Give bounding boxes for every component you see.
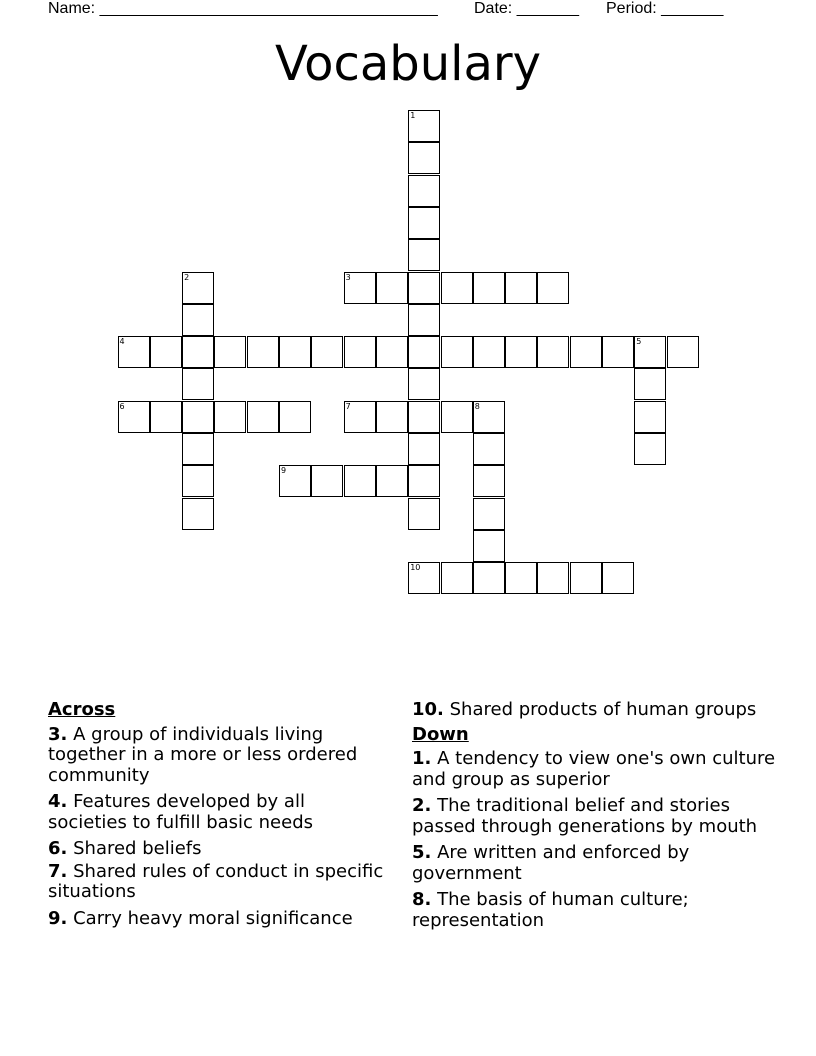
clue-number: 4. (48, 791, 68, 812)
clues-left-column (48, 700, 388, 935)
clue-number: 9. (48, 907, 68, 929)
clue-number: 7. (48, 860, 68, 882)
crossword-cell[interactable] (150, 401, 182, 433)
clue-text: Shared products of human groups (449, 699, 757, 720)
clue-text: Are written and enforced by government (412, 842, 690, 884)
clue-down-1 (412, 749, 787, 790)
crossword-cell[interactable] (634, 336, 666, 368)
crossword-cell[interactable] (408, 562, 440, 594)
crossword-cell[interactable] (473, 562, 505, 594)
crossword-cell[interactable] (473, 498, 505, 530)
crossword-cell[interactable] (408, 368, 440, 400)
crossword-cell[interactable] (408, 110, 440, 142)
clue-across-9 (48, 909, 388, 930)
clue-text: A group of individuals living together in a more or less ordered community (48, 723, 358, 786)
crossword-cell[interactable] (118, 336, 150, 368)
crossword-cell[interactable] (537, 562, 569, 594)
crossword-cell[interactable] (408, 433, 440, 465)
clue-number: 2. (412, 795, 432, 816)
cell-number: 7 (345, 401, 351, 411)
clue-down-5 (412, 843, 787, 884)
crossword-cell[interactable] (473, 433, 505, 465)
crossword-cell[interactable] (473, 401, 505, 433)
clue-down-8 (412, 890, 787, 931)
crossword-cell[interactable] (376, 272, 408, 304)
cell-number: 1 (410, 111, 416, 120)
crossword-cell[interactable] (344, 465, 376, 497)
crossword-cell[interactable] (344, 272, 376, 304)
across-heading: Across (48, 699, 116, 720)
crossword-cell[interactable] (408, 239, 440, 271)
crossword-cell[interactable] (182, 498, 214, 530)
clue-number: 6. (48, 838, 68, 859)
cell-number: 2 (184, 272, 190, 282)
cell-number: 6 (119, 401, 125, 411)
period-field[interactable]: Period: _______ (606, 0, 724, 17)
crossword-cell[interactable] (441, 336, 473, 368)
crossword-cell[interactable] (505, 272, 537, 304)
clue-down-2 (412, 796, 787, 837)
crossword-cell[interactable] (344, 401, 376, 433)
down-heading: Down (412, 723, 469, 745)
crossword-cell[interactable] (408, 401, 440, 433)
clue-text: Shared rules of conduct in specific situations (48, 860, 384, 902)
clue-text: The traditional belief and stories passed through generations by mouth (412, 795, 758, 837)
clues-right-column (412, 700, 787, 937)
crossword-cell[interactable] (634, 401, 666, 433)
crossword-cell[interactable] (311, 465, 343, 497)
crossword-cell[interactable] (441, 562, 473, 594)
clue-text: Features developed by all societies to fulfill basic needs (48, 791, 314, 833)
crossword-cell[interactable] (570, 336, 602, 368)
clue-across-3 (48, 725, 388, 787)
crossword-cell[interactable] (118, 401, 150, 433)
crossword-cell[interactable] (408, 207, 440, 239)
page-title: Vocabulary (274, 36, 542, 92)
crossword-cell[interactable] (150, 336, 182, 368)
crossword-cell[interactable] (408, 142, 440, 174)
crossword-cell[interactable] (408, 498, 440, 530)
crossword-cell[interactable] (441, 401, 473, 433)
crossword-cell[interactable] (279, 401, 311, 433)
crossword-cell[interactable] (182, 368, 214, 400)
crossword-cell[interactable] (247, 336, 279, 368)
crossword-cell[interactable] (376, 401, 408, 433)
clue-across-7 (48, 862, 388, 903)
crossword-cell[interactable] (602, 562, 634, 594)
crossword-cell[interactable] (408, 336, 440, 368)
crossword-cell[interactable] (505, 562, 537, 594)
cell-number: 3 (345, 272, 351, 282)
crossword-cell[interactable] (602, 336, 634, 368)
crossword-cell[interactable] (376, 336, 408, 368)
crossword-cell[interactable] (634, 368, 666, 400)
crossword-cell[interactable] (667, 336, 699, 368)
crossword-cell[interactable] (311, 336, 343, 368)
crossword-cell[interactable] (408, 175, 440, 207)
clue-number: 1. (412, 748, 432, 769)
crossword-cell[interactable] (473, 272, 505, 304)
clue-across-4 (48, 792, 388, 833)
clue-text: A tendency to view one's own culture and group as superior (412, 748, 776, 790)
crossword-cell[interactable] (441, 272, 473, 304)
crossword-cell[interactable] (214, 401, 246, 433)
crossword-cell[interactable] (182, 465, 214, 497)
name-field[interactable]: Name: ______________________________________ (48, 0, 438, 17)
crossword-cell[interactable] (182, 433, 214, 465)
crossword-cell[interactable] (279, 336, 311, 368)
crossword-cell[interactable] (182, 272, 214, 304)
crossword-cell[interactable] (214, 336, 246, 368)
cell-number: 9 (281, 466, 287, 476)
clue-number: 8. (412, 889, 432, 910)
crossword-cell[interactable] (182, 336, 214, 368)
crossword-cell[interactable] (408, 304, 440, 336)
crossword-cell[interactable] (279, 465, 311, 497)
crossword-cell[interactable] (376, 465, 408, 497)
crossword-cell[interactable] (247, 401, 279, 433)
clue-number: 5. (412, 842, 432, 863)
cell-number: 5 (636, 337, 642, 347)
crossword-cell[interactable] (408, 272, 440, 304)
crossword-cell[interactable] (570, 562, 602, 594)
crossword-cell[interactable] (473, 465, 505, 497)
crossword-cell[interactable] (408, 465, 440, 497)
clue-text: The basis of human culture; representation (412, 889, 689, 931)
clue-text: Shared beliefs (73, 838, 202, 859)
cell-number: 10 (410, 563, 421, 573)
crossword-cell[interactable] (537, 336, 569, 368)
clue-number: 10. (412, 699, 444, 720)
crossword-cell[interactable] (537, 272, 569, 304)
clue-text: Carry heavy moral significance (73, 907, 353, 929)
clue-across-6 (48, 839, 388, 860)
crossword-cell[interactable] (505, 336, 537, 368)
crossword-cell[interactable] (344, 336, 376, 368)
cell-number: 8 (474, 401, 480, 411)
crossword-cell[interactable] (473, 530, 505, 562)
crossword-cell[interactable] (182, 304, 214, 336)
cell-number: 4 (119, 337, 125, 347)
crossword-cell[interactable] (182, 401, 214, 433)
crossword-cell[interactable] (634, 433, 666, 465)
crossword-cell[interactable] (473, 336, 505, 368)
clue-number: 3. (48, 723, 68, 745)
clue-across-10 (412, 700, 787, 721)
date-field[interactable]: Date: _______ (474, 0, 579, 17)
